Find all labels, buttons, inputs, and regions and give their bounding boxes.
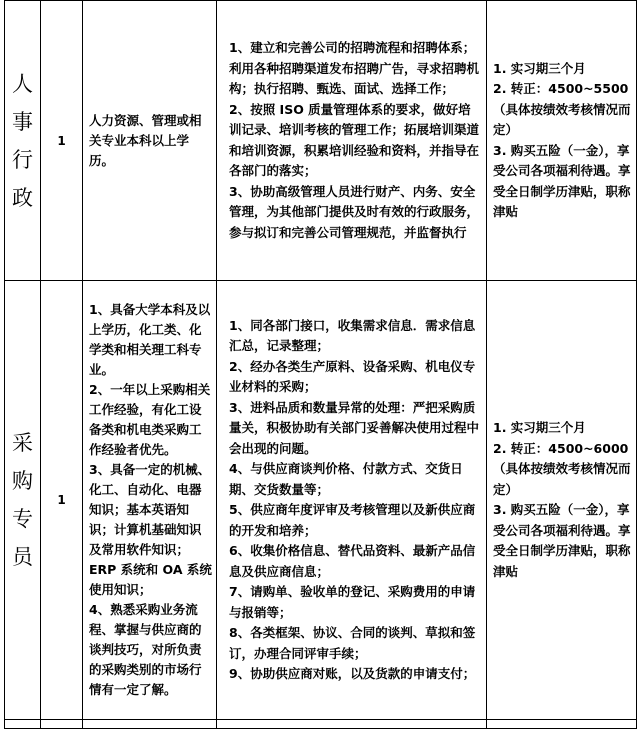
headcount-cell: 1 bbox=[41, 281, 83, 720]
empty-cell bbox=[217, 720, 487, 729]
empty-cell bbox=[83, 720, 217, 729]
benefit-item: 2. 转正：4500~5500（具体按绩效考核情况而定） bbox=[493, 81, 631, 137]
duties-cell bbox=[217, 1, 487, 281]
job-title-char: 政 bbox=[12, 185, 33, 210]
table-row bbox=[5, 720, 637, 729]
requirement-item: 3、具备一定的机械、化工、自动化、电器知识；基本英语知识；计算机基础知识及常用软件知识；ERP 系统和 OA 系统使用知识； bbox=[89, 462, 212, 597]
duties-cell bbox=[217, 281, 487, 720]
requirement-item: 人力资源、管理或相关专业本科以上学历。 bbox=[89, 112, 202, 168]
duty-item: 1、建立和完善公司的招聘流程和招聘体系；利用各种招聘渠道发布招聘广告，寻求招聘机构；执行招聘、甄选、面试、选择工作； bbox=[229, 40, 480, 96]
duty-item: 1、同各部门接口，收集需求信息．需求信息汇总，记录整理； bbox=[229, 317, 476, 353]
benefit-item: 2. 转正：4500~6000（具体按绩效考核情况而定） bbox=[493, 440, 631, 497]
empty-cell bbox=[5, 720, 41, 729]
table-row bbox=[5, 1, 637, 281]
benefit-item: 3. 购买五险（一金），享受公司各项福利待遇。享受全日制学历津贴，职称津贴 bbox=[493, 502, 631, 579]
table-row bbox=[5, 281, 637, 720]
duty-item: 8、各类框架、协议、合同的谈判、草拟和签订，办理合同评审手续； bbox=[229, 625, 476, 661]
duty-item: 3、进料品质和数量异常的处理：严把采购质量关，积极协助有关部门妥善解决使用过程中会出现的问题。 bbox=[229, 399, 480, 456]
job-title-char: 事 bbox=[12, 109, 33, 134]
duty-item: 3、协助高级管理人员进行财产、内务、安全管理，为其他部门提供及时有效的行政服务，参与拟订和完善公司管理规范，并监督执行 bbox=[229, 183, 480, 240]
duty-item: 5、供应商年度评审及考核管理以及新供应商的开发和培养； bbox=[229, 502, 476, 538]
job-title-char: 行 bbox=[12, 147, 33, 172]
benefits-cell bbox=[487, 1, 637, 281]
job-table bbox=[4, 0, 637, 729]
requirement-item: 4、熟悉采购业务流程、掌握与供应商的谈判技巧，对所负责的采购类别的市场行情有一定了解。 bbox=[89, 602, 202, 697]
duty-item: 6、收集价格信息、替代品资料、最新产品信息及供应商信息； bbox=[229, 543, 476, 579]
job-title-cell bbox=[5, 1, 41, 281]
job-title-char: 专 bbox=[12, 507, 33, 531]
requirements-cell bbox=[83, 1, 217, 281]
job-title-char: 人 bbox=[12, 71, 33, 96]
benefit-item: 1. 实习期三个月 bbox=[493, 420, 586, 435]
job-title-char: 购 bbox=[12, 469, 33, 493]
empty-cell bbox=[487, 720, 637, 729]
headcount-cell: 1 bbox=[41, 1, 83, 281]
empty-cell bbox=[41, 720, 83, 729]
benefits-cell bbox=[487, 281, 637, 720]
requirements-cell bbox=[83, 281, 217, 720]
requirement-item: 2、一年以上采购相关工作经验，有化工设备类和机电类采购工作经验者优先。 bbox=[89, 382, 211, 457]
duty-item: 9、协助供应商对账，以及货款的申请支付； bbox=[229, 666, 476, 681]
duty-item: 7、请购单、验收单的登记、采购费用的申请与报销等； bbox=[229, 584, 476, 620]
requirement-item: 1、具备大学本科及以上学历，化工类、化学类和相关理工科专业。 bbox=[89, 302, 211, 377]
job-title-cell bbox=[5, 281, 41, 720]
job-title-char: 采 bbox=[12, 431, 33, 455]
benefit-item: 1. 实习期三个月 bbox=[493, 60, 586, 76]
duty-item: 2、经办各类生产原料、设备采购、机电仪专业材料的采购； bbox=[229, 358, 476, 394]
benefit-item: 3. 购买五险（一金），享受公司各项福利待遇。享受全日制学历津贴，职称津贴 bbox=[493, 142, 631, 219]
duty-item: 2、按照 ISO 质量管理体系的要求，做好培训记录、培训考核的管理工作；拓展培训渠道和培训资源，积累培训经验和资料，并指导在各部门的落实； bbox=[229, 101, 480, 178]
duty-item: 4、与供应商谈判价格、付款方式、交货日期、交货数量等； bbox=[229, 461, 463, 497]
job-title-char: 员 bbox=[12, 545, 33, 569]
